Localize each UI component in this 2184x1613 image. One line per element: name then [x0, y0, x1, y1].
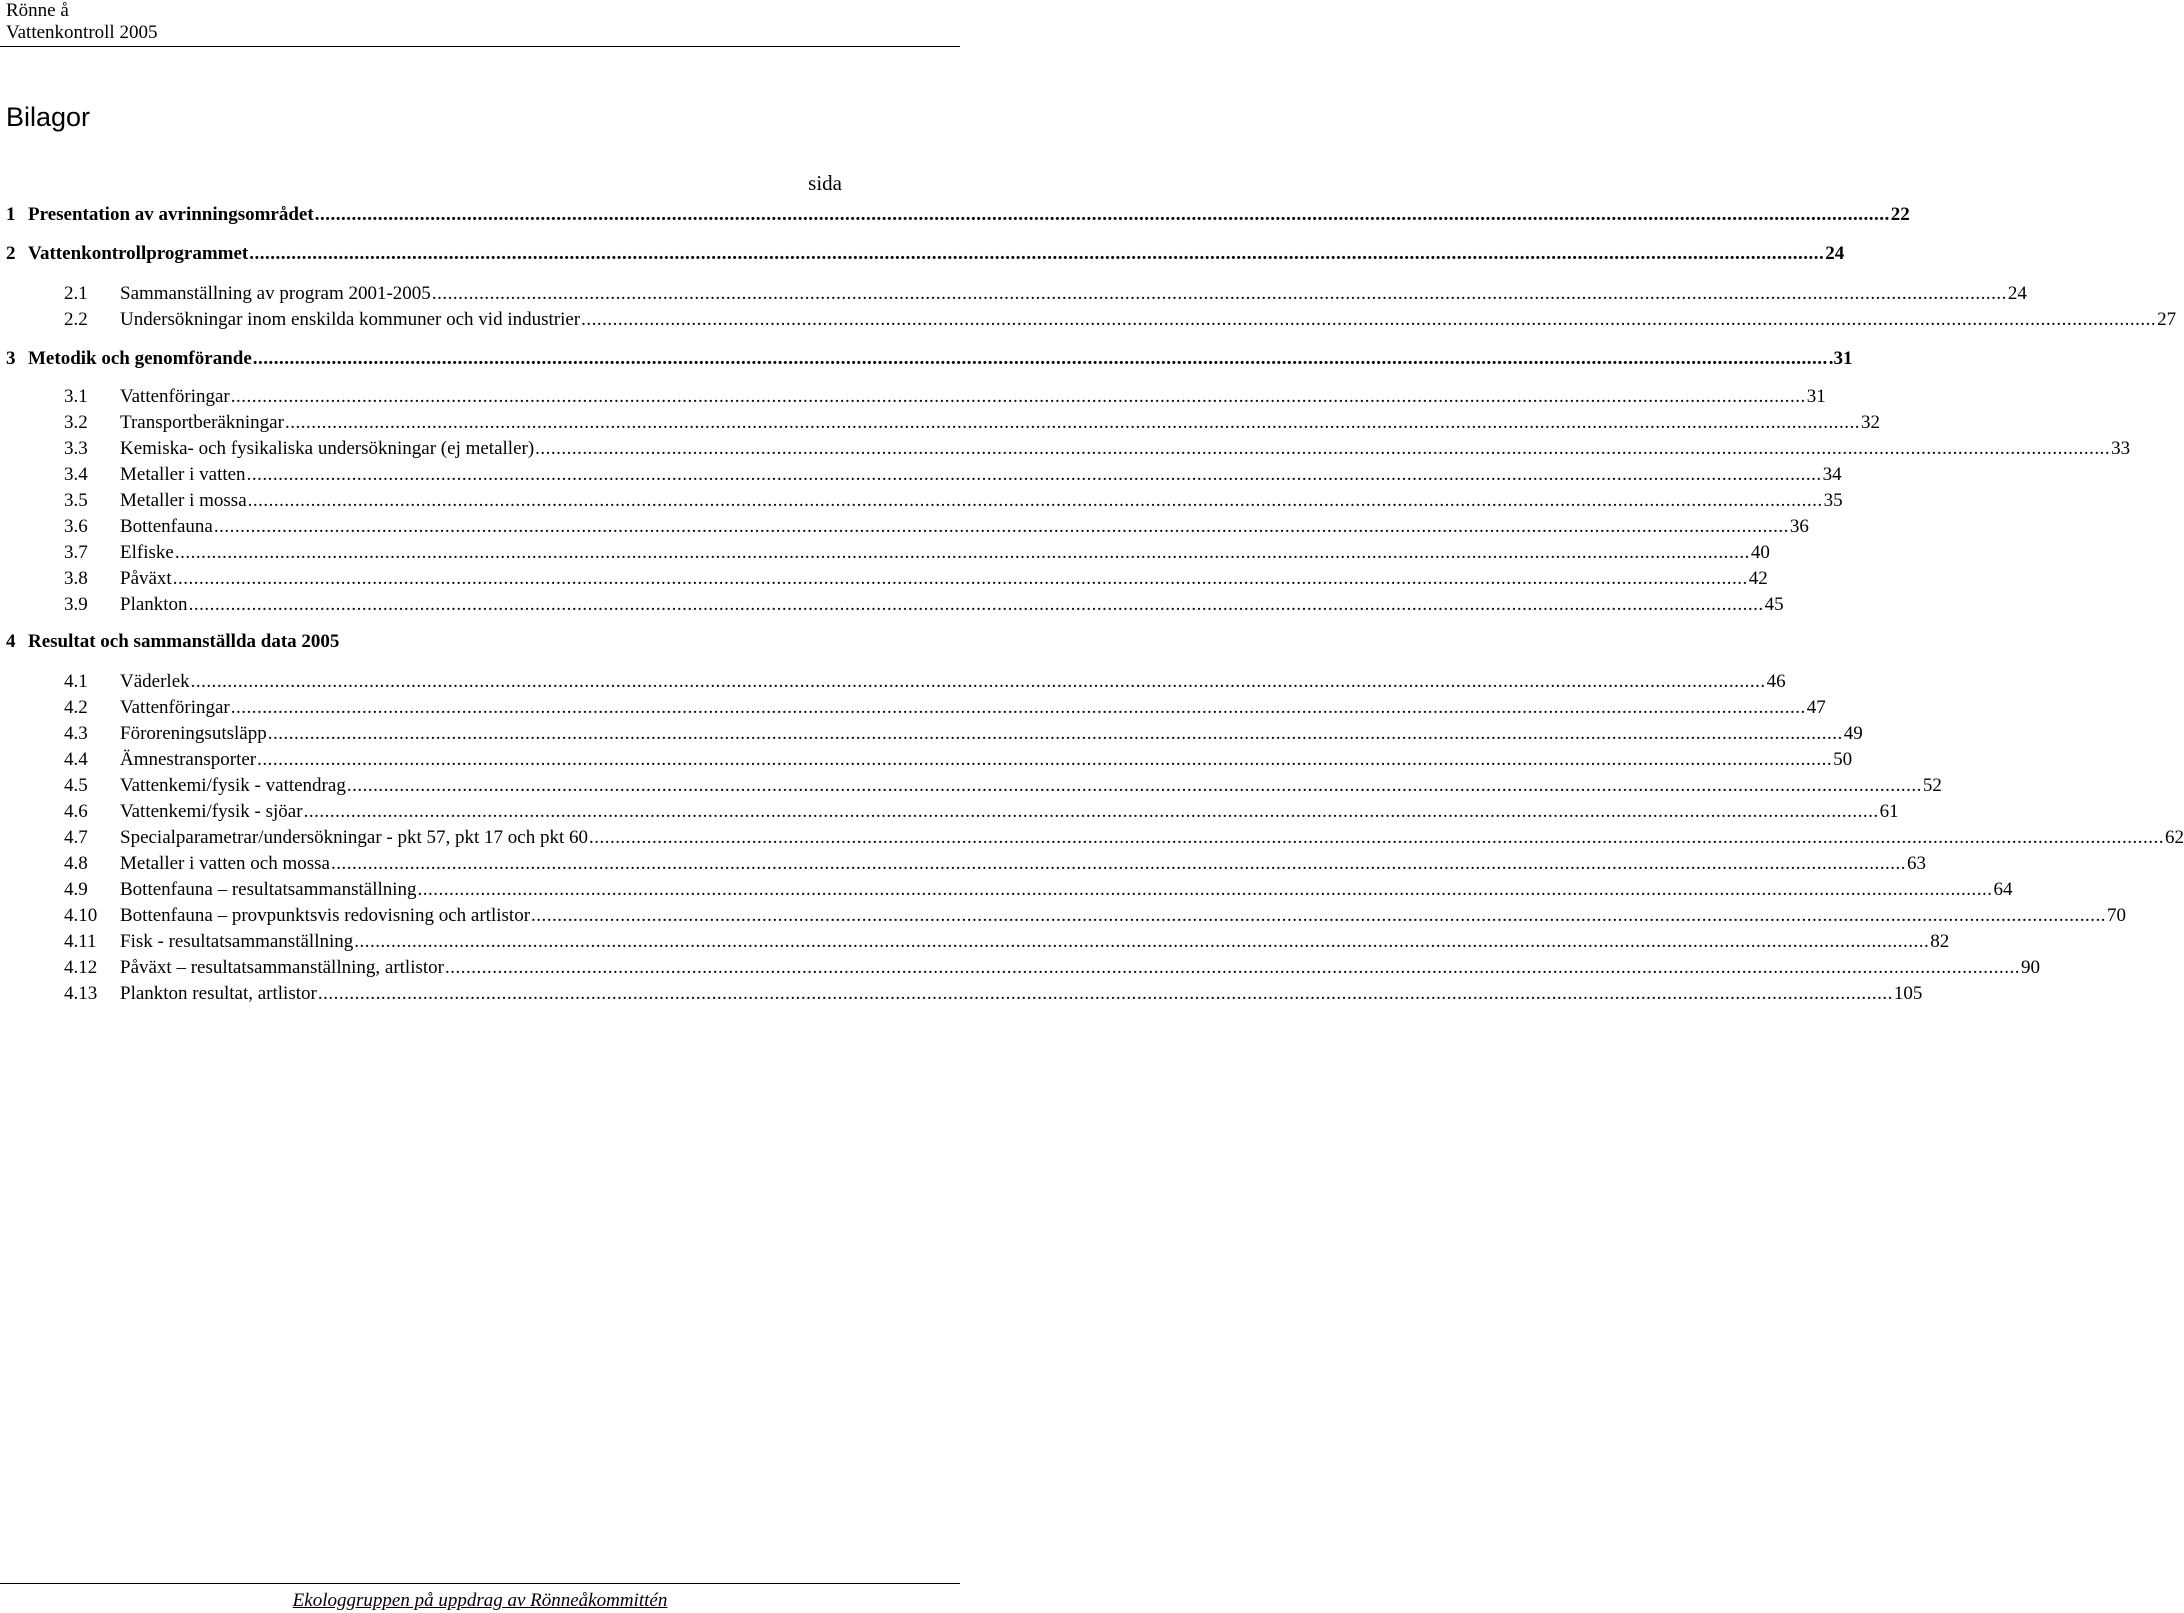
toc-dot-leader: ............................................................................................................................................................................................................................................................................................................	[331, 853, 1906, 874]
toc-entry[interactable]	[6, 309, 2177, 331]
toc-entry[interactable]	[6, 568, 1768, 590]
toc-dot-leader: ............................................................................................................................................................................................................................................................................................................	[230, 386, 1806, 407]
toc-entry[interactable]	[6, 749, 1853, 771]
header-line-1: Rönne å	[6, 0, 69, 21]
toc-entry[interactable]	[6, 386, 1826, 408]
toc-entry-number: 4.6	[64, 801, 88, 822]
toc-entry[interactable]	[6, 827, 2184, 849]
toc-entry-label: Föroreningsutsläpp	[120, 723, 267, 744]
toc-entry-number: 3.1	[64, 386, 88, 407]
toc-entry-number: 4.8	[64, 853, 88, 874]
toc-entry[interactable]	[6, 594, 1784, 616]
toc-entry[interactable]	[6, 931, 1950, 953]
toc-entry-label: Plankton	[120, 594, 188, 615]
toc-entry-number: 3.9	[64, 594, 88, 615]
toc-entry-number: 4.11	[64, 931, 97, 952]
toc-entry-page: 70	[2107, 905, 2127, 926]
toc-entry-number: 3	[6, 348, 16, 369]
toc-dot-leader: ............................................................................................................................................................................................................................................................................................................	[354, 931, 1930, 952]
toc-dot-leader: ............................................................................................................................................................................................................................................................................................................	[417, 879, 1993, 900]
toc-entry[interactable]	[6, 697, 1826, 719]
toc-entry[interactable]	[6, 516, 1809, 538]
toc-entry[interactable]	[6, 412, 1880, 434]
toc-entry-label: Metodik och genomförande	[28, 348, 252, 369]
toc-entry-label: Metaller i mossa	[120, 490, 247, 511]
toc-entry-number: 3.7	[64, 542, 88, 563]
toc-entry-page: 82	[1930, 931, 1950, 952]
toc-dot-leader: ............................................................................................................................................................................................................................................................................................................	[531, 905, 2107, 926]
toc-dot-leader: ............................................................................................................................................................................................................................................................................................................	[172, 568, 1748, 589]
toc-entry-page: 31	[1806, 386, 1826, 407]
toc-entry[interactable]	[6, 283, 2027, 305]
toc-entry-label: Elfiske	[120, 542, 174, 563]
toc-dot-leader: ............................................................................................................................................................................................................................................................................................................	[230, 697, 1806, 718]
toc-entry-number: 4.4	[64, 749, 88, 770]
toc-entry-label: Presentation av avrinningsområdet	[28, 204, 314, 225]
toc-entry-page: 33	[2111, 438, 2131, 459]
toc-entry-page: 32	[1860, 412, 1880, 433]
toc-entry-label: Bottenfauna – provpunktsvis redovisning och artlistor	[120, 905, 531, 926]
toc-entry-number: 4.3	[64, 723, 88, 744]
toc-entry[interactable]	[6, 243, 1845, 265]
toc-entry-number: 3.8	[64, 568, 88, 589]
toc-entry-page: 24	[1825, 243, 1845, 264]
toc-entry-label: Transportberäkningar	[120, 412, 284, 433]
page-title: Bilagor	[6, 102, 91, 132]
toc-entry-number: 4.10	[64, 905, 98, 926]
toc-dot-leader: ............................................................................................................................................................................................................................................................................................................	[174, 542, 1750, 563]
footer-text: Ekologgruppen på uppdrag av Rönneåkommittén	[292, 1590, 668, 1611]
toc-dot-leader: ............................................................................................................................................................................................................................................................................................................	[589, 827, 2165, 848]
toc-entry-number: 2.1	[64, 283, 88, 304]
toc-dot-leader: ............................................................................................................................................................................................................................................................................................................	[247, 490, 1823, 511]
toc-entry-label: Sammanställning av program 2001-2005	[120, 283, 431, 304]
toc-dot-leader: ............................................................................................................................................................................................................................................................................................................	[249, 243, 1825, 264]
toc-entry[interactable]	[6, 542, 1770, 564]
toc-entry-label: Kemiska- och fysikaliska undersökningar (ej metaller)	[120, 438, 535, 459]
toc-entry-label: Vattenföringar	[120, 386, 230, 407]
toc-dot-leader: ............................................................................................................................................................................................................................................................................................................	[246, 464, 1822, 485]
toc-entry-page: 52	[1922, 775, 1942, 796]
toc-entry[interactable]	[6, 723, 1863, 745]
toc-entry-label: Metaller i vatten	[120, 464, 246, 485]
toc-entry-number: 4.7	[64, 827, 88, 848]
toc-dot-leader: ............................................................................................................................................................................................................................................................................................................	[257, 749, 1833, 770]
toc-entry-page: 40	[1750, 542, 1770, 563]
toc-entry-number: 3.6	[64, 516, 88, 537]
toc-entry[interactable]	[6, 905, 2127, 927]
toc-entry-page: 22	[1890, 204, 1910, 225]
toc-entry-number: 3.5	[64, 490, 88, 511]
toc-dot-leader: ............................................................................................................................................................................................................................................................................................................	[190, 671, 1766, 692]
toc-entry[interactable]	[6, 801, 1899, 823]
toc-entry[interactable]	[6, 348, 1853, 370]
toc-entry-label: Fisk - resultatsammanställning	[120, 931, 354, 952]
toc-entry-label: Metaller i vatten och mossa	[120, 853, 330, 874]
toc-entry-label: Bottenfauna	[120, 516, 213, 537]
toc-entry-page: 50	[1833, 749, 1853, 770]
toc-dot-leader: ............................................................................................................................................................................................................................................................................................................	[431, 283, 2007, 304]
toc-entry[interactable]	[6, 438, 2131, 460]
toc-entry-page: 27	[2157, 309, 2177, 330]
toc-entry-number: 1	[6, 204, 16, 225]
toc-entry-label: Påväxt	[120, 568, 172, 589]
toc-entry-number: 2.2	[64, 309, 88, 330]
toc-entry-number: 4	[6, 631, 16, 652]
toc-entry[interactable]	[6, 879, 2013, 901]
toc-dot-leader: ............................................................................................................................................................................................................................................................................................................	[314, 204, 1890, 225]
toc-dot-leader: ............................................................................................................................................................................................................................................................................................................	[346, 775, 1922, 796]
toc-dot-leader: ............................................................................................................................................................................................................................................................................................................	[267, 723, 1843, 744]
toc-entry-number: 4.9	[64, 879, 88, 900]
toc-entry[interactable]	[6, 464, 1842, 486]
header-rule	[0, 46, 960, 47]
toc-entry-label: Resultat och sammanställda data 2005	[28, 631, 340, 652]
toc-entry-page: 63	[1907, 853, 1926, 874]
toc-entry-label: Vattenkemi/fysik - sjöar	[120, 801, 303, 822]
toc-entry-page: 49	[1843, 723, 1863, 744]
toc-entry-number: 4.2	[64, 697, 88, 718]
toc-entry-page: 46	[1766, 671, 1786, 692]
toc-entry-label: Påväxt – resultatsammanställning, artlistor	[120, 957, 444, 978]
toc-entry-label: Väderlek	[120, 671, 190, 692]
toc-entry[interactable]	[6, 671, 1786, 693]
toc-entry-page: 90	[2021, 957, 2040, 978]
toc-entry-number: 4.1	[64, 671, 88, 692]
toc-entry-page: 34	[1822, 464, 1842, 485]
toc-dot-leader: ............................................................................................................................................................................................................................................................................................................	[303, 801, 1879, 822]
toc-entry-page: 61	[1879, 801, 1899, 822]
toc-dot-leader: ............................................................................................................................................................................................................................................................................................................	[213, 516, 1789, 537]
toc-entry-label: Ämnestransporter	[120, 749, 257, 770]
toc-entry-number: 3.2	[64, 412, 88, 433]
toc-entry[interactable]	[6, 983, 1923, 1005]
toc-entry[interactable]	[6, 775, 1942, 797]
toc-dot-leader: ............................................................................................................................................................................................................................................................................................................	[445, 957, 2020, 978]
toc-entry-number: 3.3	[64, 438, 88, 459]
toc-entry-page: .31	[1828, 348, 1853, 369]
toc-entry-number: 3.4	[64, 464, 88, 485]
toc-dot-leader: ............................................................................................................................................................................................................................................................................................................	[581, 309, 2157, 330]
toc-entry-label: Specialparametrar/undersökningar - pkt 57, pkt 17 och pkt 60	[120, 827, 589, 848]
toc-entry-page: 62	[2165, 827, 2184, 848]
toc-dot-leader: ............................................................................................................................................................................................................................................................................................................	[284, 412, 1860, 433]
toc-entry-label: Bottenfauna – resultatsammanställning	[120, 879, 417, 900]
toc-entry-label: Vattenföringar	[120, 697, 230, 718]
toc-entry-page: 36	[1789, 516, 1809, 537]
toc-entry-number: 4.5	[64, 775, 88, 796]
toc-entry-page: 64	[1993, 879, 2013, 900]
toc-entry[interactable]	[6, 957, 2040, 979]
toc-entry-label: Vattenkemi/fysik - vattendrag	[120, 775, 346, 796]
toc-entry-number: 4.12	[64, 957, 98, 978]
toc-entry-label: Plankton resultat, artlistor	[120, 983, 317, 1004]
header-line-2: Vattenkontroll 2005	[6, 22, 158, 43]
toc-entry-page: 105	[1893, 983, 1923, 1004]
toc-entry[interactable]	[6, 631, 836, 653]
page-column-label: sida	[808, 171, 842, 195]
toc-dot-leader: ............................................................................................................................................................................................................................................................................................................	[188, 594, 1764, 615]
toc-entry-page: 47	[1806, 697, 1826, 718]
toc-dot-leader: ............................................................................................................................................................................................................................................................................................................	[252, 348, 1828, 369]
toc-entry-number: 2	[6, 243, 16, 264]
toc-entry-page: 35	[1823, 490, 1843, 511]
toc-entry-page: 24	[2007, 283, 2027, 304]
toc-entry[interactable]	[6, 490, 1843, 512]
toc-entry-page: 45	[1764, 594, 1784, 615]
toc-entry-label: Undersökningar inom enskilda kommuner och vid industrier	[120, 309, 581, 330]
toc-dot-leader: ............................................................................................................................................................................................................................................................................................................	[535, 438, 2111, 459]
toc-dot-leader: ............................................................................................................................................................................................................................................................................................................	[317, 983, 1893, 1004]
toc-entry[interactable]	[6, 204, 1910, 226]
toc-entry-page: 42	[1748, 568, 1768, 589]
toc-entry-number: 4.13	[64, 983, 98, 1004]
footer-rule	[0, 1583, 960, 1584]
toc-entry[interactable]	[6, 853, 1926, 875]
toc-entry-label: Vattenkontrollprogrammet	[28, 243, 249, 264]
